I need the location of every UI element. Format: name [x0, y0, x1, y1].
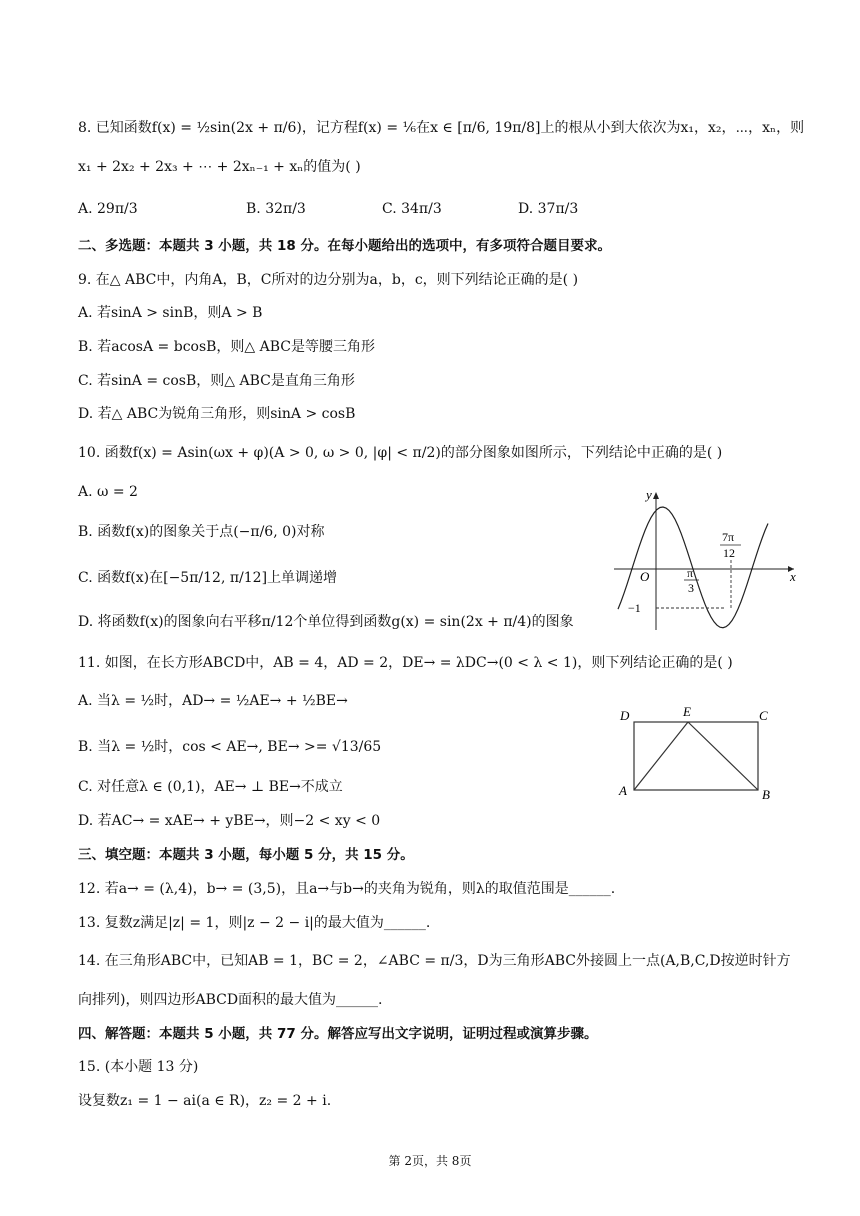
section-heading-multiple-choice: 二、多选题：本题共 3 小题，共 18 分。在每小题给出的选项中，有多项符合题目要求。: [78, 238, 611, 254]
tick-7pi-12-denominator: 12: [723, 546, 735, 560]
q14-line1: 14. 在三角形ABC中，已知AB = 1，BC = 2，∠ABC = π/3，D为三角形ABC外接圆上一点(A,B,C,D按逆时针方: [78, 953, 791, 969]
q10-stem: 10. 函数f(x) = Asin(ωx + φ)(A > 0, ω > 0, |φ| < π/2)的部分图象如图所示，下列结论中正确的是( ): [78, 445, 723, 461]
q11-option-a: A. 当λ = ½时，AD→ = ½AE→ + ½BE→: [78, 693, 348, 709]
q8-line1: 8. 已知函数f(x) = ½sin(2x + π/6)，记方程f(x) = ⅙在x ∈ [π/6, 19π/8]上的根从小到大依次为x₁，x₂，⋯，xₙ，则: [78, 120, 805, 136]
q11-stem: 11. 如图，在长方形ABCD中，AB = 4，AD = 2，DE→ = λDC→(0 < λ < 1)，则下列结论正确的是( ): [78, 655, 733, 671]
q11-option-b: B. 当λ = ½时，cos < AE→, BE→ >= √13/65: [78, 739, 382, 755]
vertex-b-label: B: [762, 787, 770, 802]
q15-title: 15. (本小题 13 分): [78, 1059, 199, 1075]
q11-option-c: C. 对任意λ ∈ (0,1)，AE→ ⊥ BE→不成立: [78, 779, 343, 795]
q10-option-b: B. 函数f(x)的图象关于点(−π/6, 0)对称: [78, 524, 325, 540]
q8-option-d: D. 37π/3: [518, 201, 579, 217]
vertex-a-label: A: [619, 783, 627, 798]
q14-line2: 向排列)，则四边形ABCD面积的最大值为______.: [78, 992, 383, 1008]
y-axis-arrow-icon: [653, 492, 659, 499]
section-heading-fill-in: 三、填空题：本题共 3 小题，每小题 5 分，共 15 分。: [78, 847, 414, 863]
y-axis-label: y: [646, 487, 652, 502]
q9-option-b: B. 若acosA = bcosB，则△ ABC是等腰三角形: [78, 339, 376, 355]
q15-stem: 设复数z₁ = 1 − ai(a ∈ R)，z₂ = 2 + i.: [78, 1093, 332, 1109]
minus-one-label: −1: [628, 601, 641, 615]
page-footer: 第 2页，共 8页: [388, 1154, 472, 1168]
segment-ae: [634, 722, 688, 790]
q9-option-c: C. 若sinA = cosB，则△ ABC是直角三角形: [78, 373, 355, 389]
q10-option-c: C. 函数f(x)在[−5π/12, π/12]上单调递增: [78, 570, 338, 586]
q10-option-d: D. 将函数f(x)的图象向右平移π/12个单位得到函数g(x) = sin(2x + π/4)的图象: [78, 614, 574, 630]
segment-be: [688, 722, 758, 790]
q9-option-d: D. 若△ ABC为锐角三角形，则sinA > cosB: [78, 406, 356, 422]
q11-rectangle-figure: [612, 700, 792, 806]
tick-pi-3-numerator: π: [687, 566, 694, 580]
q8-option-c: C. 34π/3: [382, 201, 442, 217]
vertex-d-label: D: [620, 708, 630, 723]
tick-7pi-12-numerator: 7π: [722, 530, 735, 544]
q10-option-a: A. ω = 2: [78, 484, 138, 500]
section-heading-solutions: 四、解答题：本题共 5 小题，共 77 分。解答应写出文字说明，证明过程或演算步骤。: [78, 1026, 598, 1042]
vertex-c-label: C: [759, 708, 768, 723]
q9-stem: 9. 在△ ABC中，内角A，B，C所对的边分别为a，b，c，则下列结论正确的是( ): [78, 272, 579, 288]
q9-option-a: A. 若sinA > sinB，则A > B: [78, 305, 263, 321]
q8-option-b: B. 32π/3: [246, 201, 306, 217]
q10-sine-graph: [608, 484, 804, 636]
x-axis-label: x: [790, 569, 796, 584]
tick-pi-3-denominator: 3: [688, 581, 694, 595]
q12-stem: 12. 若a→ = (λ,4)，b→ = (3,5)，且a→与b→的夹角为锐角，则λ的取值范围是______.: [78, 881, 616, 897]
q8-option-a: A. 29π/3: [78, 201, 138, 217]
q8-line2: x₁ + 2x₂ + 2x₃ + ⋯ + 2xₙ₋₁ + xₙ的值为( ): [78, 159, 361, 175]
point-e-label: E: [683, 704, 691, 719]
q13-stem: 13. 复数z满足|z| = 1，则|z − 2 − i|的最大值为______.: [78, 915, 431, 931]
origin-label: O: [640, 569, 650, 584]
q11-option-d: D. 若AC→ = xAE→ + yBE→，则−2 < xy < 0: [78, 813, 381, 829]
rectangle-abcd: [634, 722, 758, 790]
